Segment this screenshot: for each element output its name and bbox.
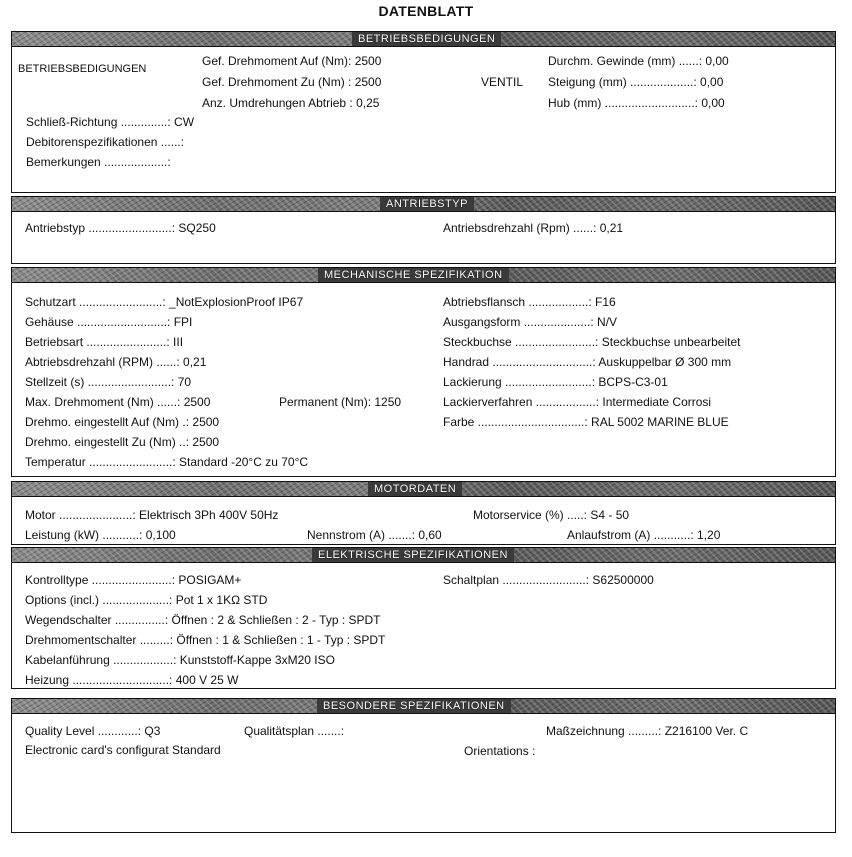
motor-typ: Motor ......................: Elektrisch 3Ph 400V 50Hz	[25, 508, 279, 522]
drehmoment-auf: Gef. Drehmoment Auf (Nm): 2500	[202, 54, 382, 68]
mech-right-row: Lackierverfahren ..................: Intermediate Corrosi	[443, 395, 712, 409]
elektr-row: Drehmomentschalter .........: Öffnen : 1 & Schließen : 1 - Typ : SPDT	[25, 633, 386, 647]
leistung: Leistung (kW) ...........: 0,100	[25, 528, 176, 542]
section-antriebstyp	[11, 196, 836, 264]
section-header-label: BESONDERE SPEZIFIKATIONEN	[317, 699, 511, 713]
section-betriebsbedingungen	[11, 31, 836, 193]
section-mechanische-spezifikation	[11, 267, 836, 477]
page-title: DATENBLATT	[378, 3, 474, 19]
section-header-band	[12, 268, 835, 283]
elektr-row: Kabelanführung ..................: Kunststoff-Kappe 3xM20 ISO	[25, 653, 335, 667]
section-motordaten	[11, 481, 836, 545]
qualitaetsplan: Qualitätsplan .......:	[244, 724, 345, 738]
section-header-label: MOTORDATEN	[368, 482, 462, 496]
section-header-band	[12, 197, 835, 212]
schaltplan: Schaltplan .........................: S62500000	[443, 573, 654, 587]
elektr-row: Heizung .............................: 400 V 25 W	[25, 673, 239, 687]
debitor-spez: Debitorenspezifikationen ......:	[26, 135, 185, 149]
mech-left-row: Drehmo. eingestellt Auf (Nm) .: 2500	[25, 415, 220, 429]
mech-right-row: Steckbuchse ........................: Steckbuchse unbearbeitet	[443, 335, 741, 349]
gewinde: Durchm. Gewinde (mm) ......: 0,00	[548, 54, 729, 68]
section-header-label: BETRIEBSBEDIGUNGEN	[352, 32, 501, 46]
betrieb-label: BETRIEBSBEDIGUNGEN	[18, 63, 147, 75]
mech-left-row: Betriebsart ........................: III	[25, 335, 184, 349]
section-header-band	[12, 482, 835, 497]
section-besondere-spezifikationen	[11, 698, 836, 833]
elektr-row: Options (incl.) ....................: Pot 1 x 1KΩ STD	[25, 593, 268, 607]
quality-level: Quality Level ............: Q3	[25, 724, 161, 738]
mech-right-row: Abtriebsflansch ..................: F16	[443, 295, 616, 309]
motorservice: Motorservice (%) .....: S4 - 50	[473, 508, 630, 522]
section-header-band	[12, 32, 835, 47]
anlaufstrom: Anlaufstrom (A) ...........: 1,20	[567, 528, 721, 542]
mech-right-row: Ausgangsform ....................: N/V	[443, 315, 618, 329]
section-header-band	[12, 548, 835, 563]
schliess-richtung: Schließ-Richtung ..............: CW	[26, 115, 195, 129]
hub: Hub (mm) ...........................: 0,00	[548, 96, 725, 110]
mech-right-row: Farbe ................................: RAL 5002 MARINE BLUE	[443, 415, 729, 429]
orientations: Orientations :	[464, 744, 536, 758]
mech-right-row: Handrad ..............................: Auskuppelbar Ø 300 mm	[443, 355, 732, 369]
elektr-row: Kontrolltype ........................: POSIGAM+	[25, 573, 242, 587]
section-header-label: ANTRIEBSTYP	[380, 197, 474, 211]
antriebstyp: Antriebstyp .........................: SQ250	[25, 221, 216, 235]
drehmoment-zu: Gef. Drehmoment Zu (Nm) : 2500	[202, 75, 382, 89]
section-elektrische-spezifikationen	[11, 547, 836, 689]
bemerkungen: Bemerkungen ...................:	[26, 155, 171, 169]
steigung: Steigung (mm) ...................: 0,00	[548, 75, 724, 89]
mech-left-row: Temperatur .........................: Standard -20°C zu 70°C	[25, 455, 309, 469]
mech-right-row: Lackierung ..........................: BCPS-C3-01	[443, 375, 668, 389]
mech-left-row: Stellzeit (s) .........................: 70	[25, 375, 192, 389]
nennstrom: Nennstrom (A) .......: 0,60	[307, 528, 442, 542]
electronic-card-config: Electronic card's configurat Standard	[25, 743, 221, 757]
section-header-label: MECHANISCHE SPEZIFIKATION	[318, 268, 509, 282]
ventil-label: VENTIL	[481, 75, 524, 89]
antriebsdrehzahl: Antriebsdrehzahl (Rpm) ......: 0,21	[443, 221, 624, 235]
umdrehungen: Anz. Umdrehungen Abtrieb : 0,25	[202, 96, 380, 110]
mech-left-row: Abtriebsdrehzahl (RPM) ......: 0,21	[25, 355, 207, 369]
mech-left-row: Drehmo. eingestellt Zu (Nm) ..: 2500	[25, 435, 220, 449]
elektr-row: Wegendschalter ...............: Öffnen : 2 & Schließen : 2 - Typ : SPDT	[25, 613, 381, 627]
section-header-label: ELEKTRISCHE SPEZIFIKATIONEN	[312, 548, 514, 562]
masszeichnung: Maßzeichnung .........: Z216100 Ver. C	[546, 724, 749, 738]
mech-left-row: Gehäuse ...........................: FPI	[25, 315, 193, 329]
permanent-drehmoment: Permanent (Nm): 1250	[279, 395, 402, 409]
mech-left-row: Max. Drehmoment (Nm) ......: 2500	[25, 395, 211, 409]
mech-left-row: Schutzart .........................: _NotExplosionProof IP67	[25, 295, 304, 309]
section-header-band	[12, 699, 835, 714]
